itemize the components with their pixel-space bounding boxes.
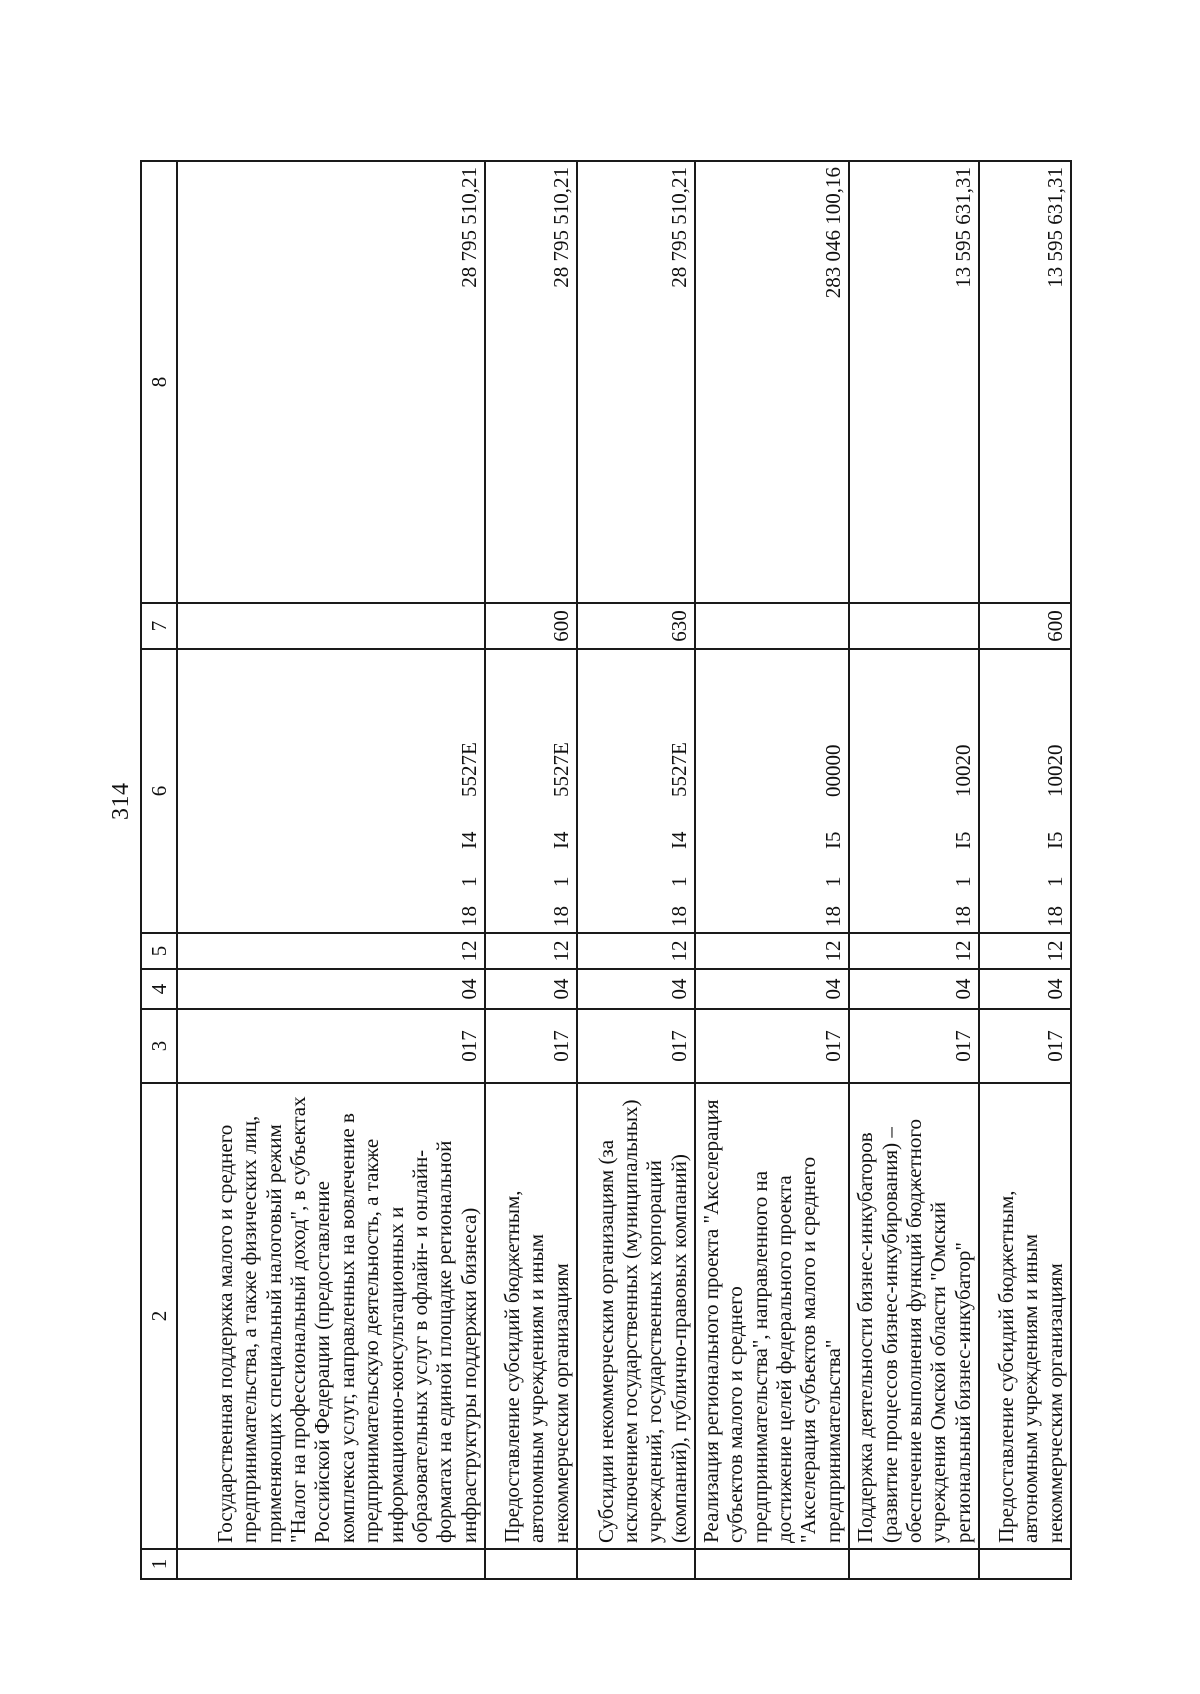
- row-name-cell: Предоставление субсидий бюджетным, автономным учреждениям и иным некоммерческим организациям: [485, 1083, 577, 1549]
- project-code: I5: [1042, 831, 1067, 849]
- amount-cell: 28 795 510,21: [177, 161, 485, 603]
- table-row: [695, 161, 849, 1579]
- project-code: I5: [820, 831, 845, 849]
- section-code-cell: 04: [485, 969, 577, 1009]
- table-row: [577, 161, 695, 1579]
- project-code: I5: [950, 831, 975, 849]
- section-code-cell: 04: [177, 969, 485, 1009]
- row-name-cell: Поддержка деятельности бизнес-инкубаторов (развитие процессов бизнес-инкубирования) – обеспечение выполнения функций бюджетного учреждения Омской области "Омский региональный бизнес-инкубатор": [849, 1083, 979, 1549]
- project-code: I4: [548, 831, 573, 849]
- rotated-page: [0, 80, 1200, 1620]
- target-article-cell: [485, 649, 577, 933]
- subprogram-code: 1: [950, 876, 975, 887]
- row-index-cell: [849, 1549, 979, 1579]
- program-code: 18: [950, 906, 975, 927]
- section-code-cell: 04: [695, 969, 849, 1009]
- direction-code: 5527E: [666, 742, 691, 797]
- expense-type-cell: 600: [979, 603, 1071, 649]
- subprogram-code: 1: [456, 876, 481, 887]
- ministry-code-cell: 017: [485, 1009, 577, 1083]
- header-col-3: 3: [141, 1009, 177, 1083]
- direction-code: 5527E: [548, 742, 573, 797]
- expense-type-cell: [695, 603, 849, 649]
- subprogram-code: 1: [548, 876, 573, 887]
- section-code-cell: 04: [849, 969, 979, 1009]
- row-name-cell: Реализация регионального проекта "Акселерация субъектов малого и среднего предпринимательства", направленного на достижение целей федерального проекта "Акселерация субъектов малого и среднего предпринимательства": [695, 1083, 849, 1549]
- header-col-7: 7: [141, 603, 177, 649]
- row-name-cell: Государственная поддержка малого и среднего предпринимательства, а также физических лиц, применяющих специальный налоговый режим "Налог на профессиональный доход", в субъектах Российской Федерации (предоставление комплекса услуг, направленных на вовлечение в предпринимательскую деятельность, а также информационно-консультационных и образовательных услуг в офлайн- и онлайн-форматах на единой площадке региональной инфраструктуры поддержки бизнеса): [177, 1083, 485, 1549]
- subsection-code-cell: 12: [577, 933, 695, 969]
- table-row: [979, 161, 1071, 1579]
- amount-cell: 13 595 631,31: [979, 161, 1071, 603]
- subprogram-code: 1: [1042, 876, 1067, 887]
- expense-type-cell: [177, 603, 485, 649]
- program-code: 18: [456, 906, 481, 927]
- header-col-2: 2: [141, 1083, 177, 1549]
- expense-type-cell: 600: [485, 603, 577, 649]
- expense-type-cell: [849, 603, 979, 649]
- ministry-code-cell: 017: [695, 1009, 849, 1083]
- program-code: 18: [820, 906, 845, 927]
- table-row: [849, 161, 979, 1579]
- page-number: 314: [108, 782, 134, 820]
- amount-cell: 28 795 510,21: [485, 161, 577, 603]
- target-article-cell: [849, 649, 979, 933]
- subprogram-code: 1: [820, 876, 845, 887]
- subsection-code-cell: 12: [849, 933, 979, 969]
- direction-code: 10020: [950, 744, 975, 797]
- header-col-5: 5: [141, 933, 177, 969]
- direction-code: 10020: [1042, 744, 1067, 797]
- target-article-cell: [577, 649, 695, 933]
- subsection-code-cell: 12: [695, 933, 849, 969]
- program-code: 18: [548, 906, 573, 927]
- target-article-cell: [177, 649, 485, 933]
- program-code: 18: [666, 906, 691, 927]
- subsection-code-cell: 12: [177, 933, 485, 969]
- section-code-cell: 04: [979, 969, 1071, 1009]
- ministry-code-cell: 017: [849, 1009, 979, 1083]
- row-name-cell: Предоставление субсидий бюджетным, автономным учреждениям и иным некоммерческим организациям: [979, 1083, 1071, 1549]
- row-index-cell: [177, 1549, 485, 1579]
- expense-type-cell: 630: [577, 603, 695, 649]
- header-row: [141, 161, 177, 1579]
- amount-cell: 28 795 510,21: [577, 161, 695, 603]
- project-code: I4: [666, 831, 691, 849]
- ministry-code-cell: 017: [979, 1009, 1071, 1083]
- row-index-cell: [979, 1549, 1071, 1579]
- budget-table: [140, 160, 1072, 1580]
- header-col-4: 4: [141, 969, 177, 1009]
- table-row: [485, 161, 577, 1579]
- row-index-cell: [485, 1549, 577, 1579]
- section-code-cell: 04: [577, 969, 695, 1009]
- row-index-cell: [577, 1549, 695, 1579]
- direction-code: 00000: [820, 744, 845, 797]
- ministry-code-cell: 017: [177, 1009, 485, 1083]
- subprogram-code: 1: [666, 876, 691, 887]
- target-article-cell: [979, 649, 1071, 933]
- program-code: 18: [1042, 906, 1067, 927]
- amount-cell: 13 595 631,31: [849, 161, 979, 603]
- header-col-8: 8: [141, 161, 177, 603]
- header-col-1: 1: [141, 1549, 177, 1579]
- subsection-code-cell: 12: [979, 933, 1071, 969]
- header-col-6: 6: [141, 649, 177, 933]
- target-article-cell: [695, 649, 849, 933]
- project-code: I4: [456, 831, 481, 849]
- direction-code: 5527E: [456, 742, 481, 797]
- row-name-cell: Субсидии некоммерческим организациям (за исключением государственных (муниципальных) учреждений, государственных корпораций (компаний), публично-правовых компаний): [577, 1083, 695, 1549]
- table-row: [177, 161, 485, 1579]
- row-index-cell: [695, 1549, 849, 1579]
- ministry-code-cell: 017: [577, 1009, 695, 1083]
- amount-cell: 283 046 100,16: [695, 161, 849, 603]
- subsection-code-cell: 12: [485, 933, 577, 969]
